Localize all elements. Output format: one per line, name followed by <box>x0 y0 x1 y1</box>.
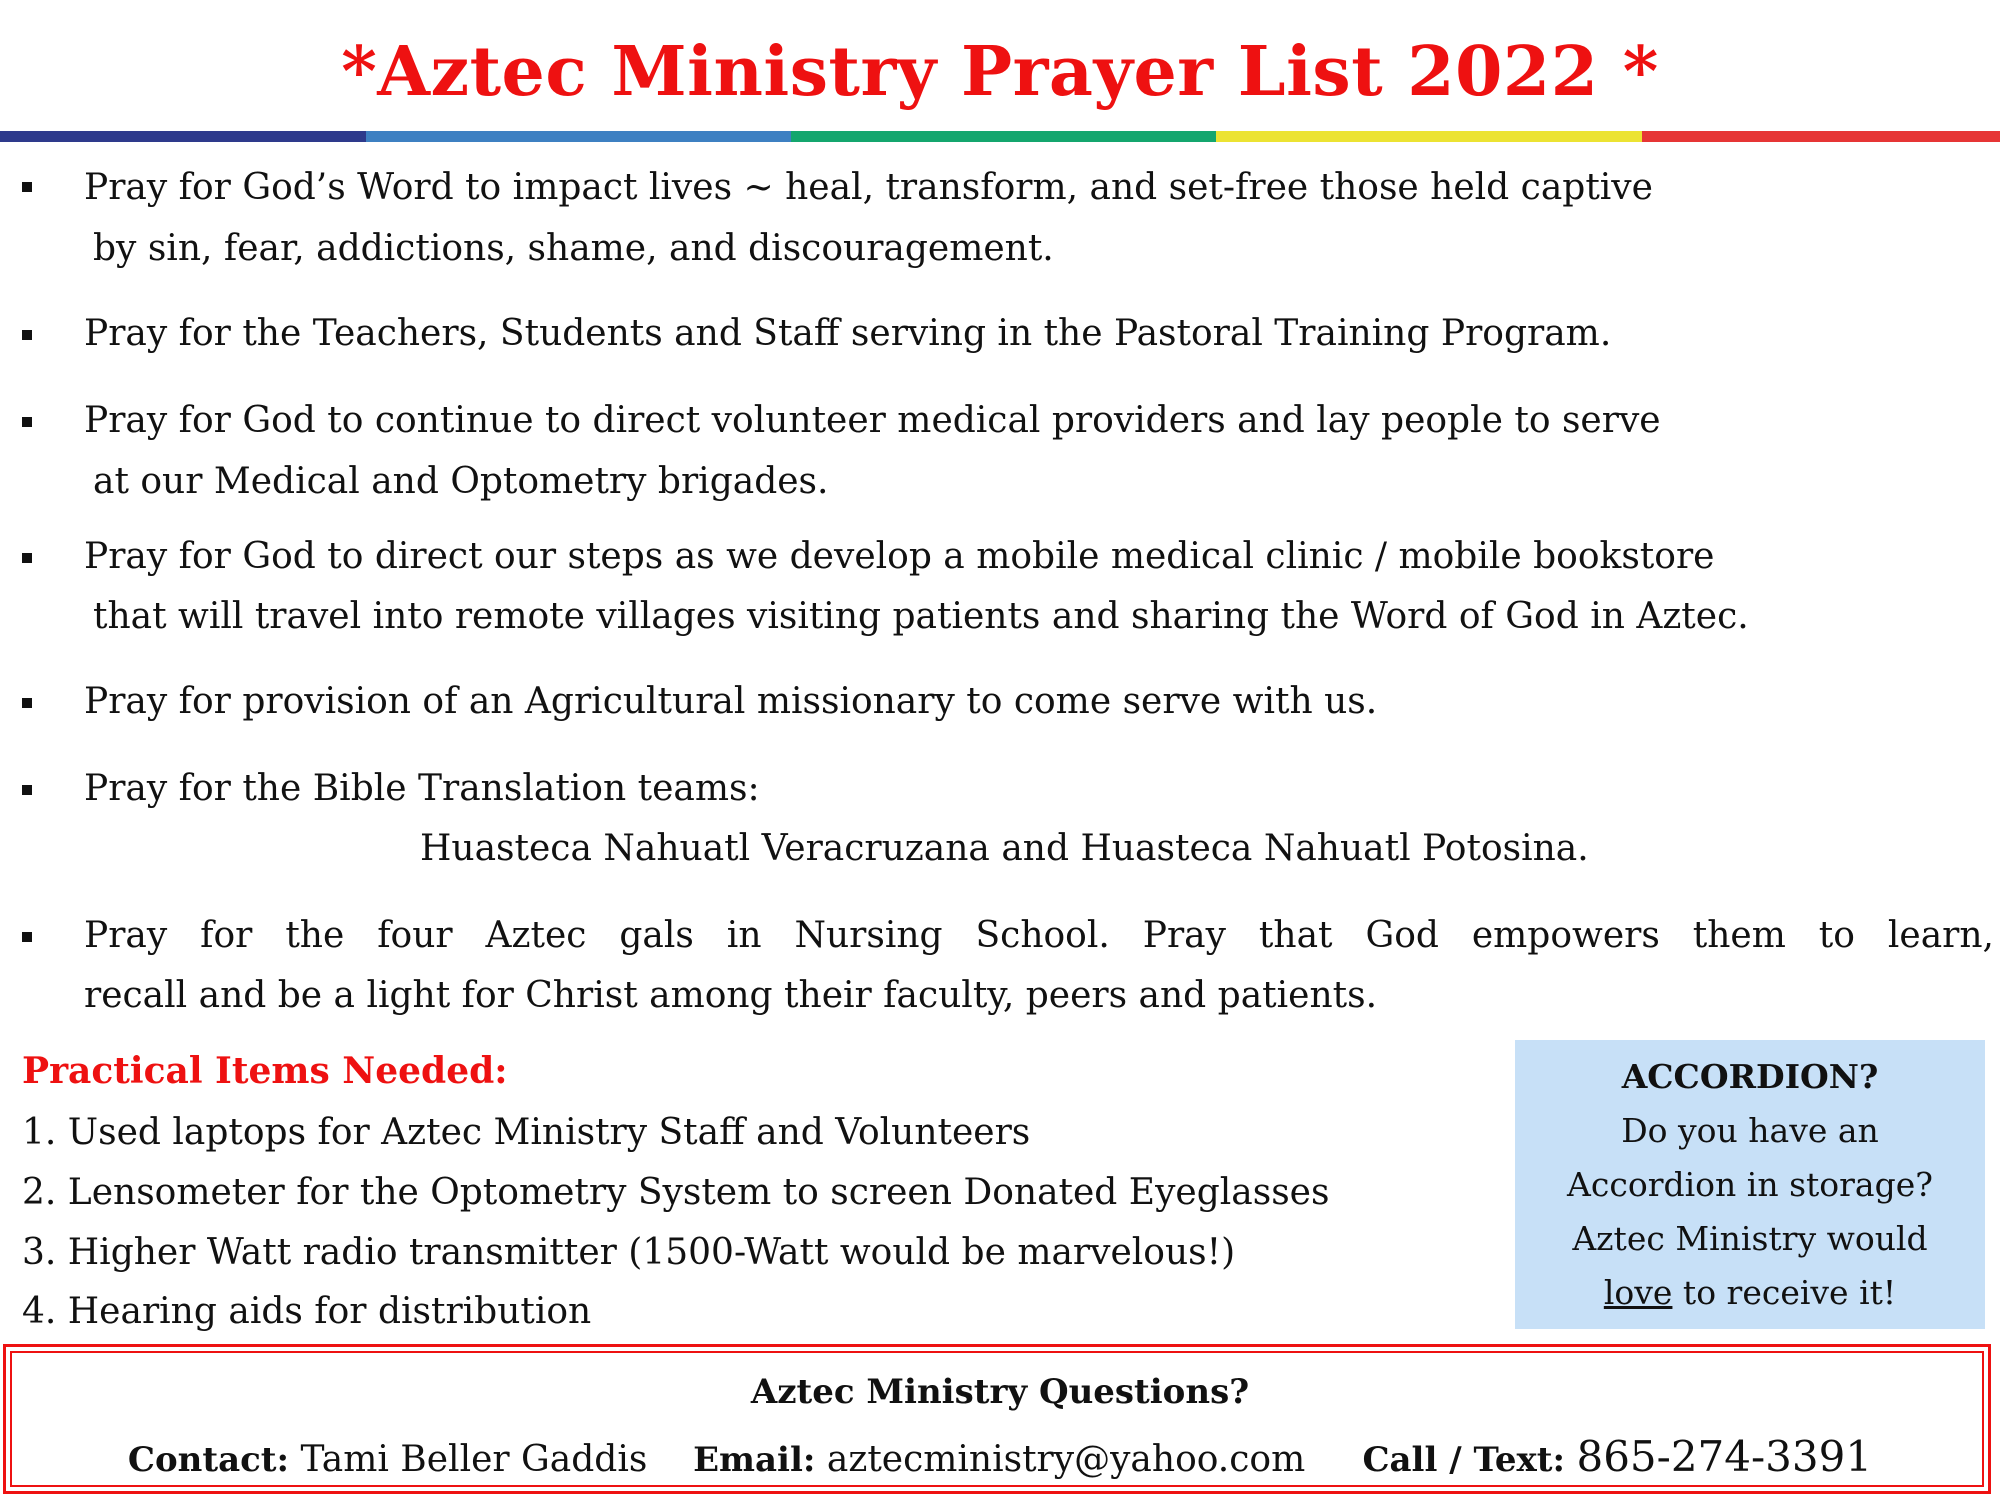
bullet-icon <box>22 182 32 192</box>
phone-number[interactable]: 865-274-3391 <box>1576 1432 1873 1481</box>
prayer-item-5: Pray for provision of an Agricultural missionary to come serve with us. <box>84 681 1378 722</box>
stripe-segment-yellow <box>1216 131 1642 142</box>
prayer-item-7-line-1: Pray for the four Aztec gals in Nursing School. Pray that God empowers them to learn, <box>84 915 1994 956</box>
bullet-icon <box>22 698 32 708</box>
prayer-item-7-line-2: recall and be a light for Christ among their faculty, peers and patients. <box>84 975 1378 1016</box>
bullet-icon <box>22 330 32 340</box>
prayer-item-2: Pray for the Teachers, Students and Staff serving in the Pastoral Training Program. <box>84 313 1612 354</box>
love-underlined: love <box>1603 1273 1673 1312</box>
prayer-item-3-line-1: Pray for God to continue to direct volunteer medical providers and lay people to serve <box>84 400 1661 441</box>
prayer-item-4-line-2: that will travel into remote villages visiting patients and sharing the Word of God in Aztec. <box>93 596 1749 637</box>
prayer-item-1-line-2: by sin, fear, addictions, shame, and discouragement. <box>93 228 1054 269</box>
prayer-item-3-line-2: at our Medical and Optometry brigades. <box>93 461 829 502</box>
stripe-segment-green <box>791 131 1216 142</box>
accordion-line-2: Accordion in storage? <box>1567 1165 1933 1204</box>
stripe-segment-red <box>1642 131 2000 142</box>
prayer-item-6-line-1: Pray for the Bible Translation teams: <box>84 768 760 809</box>
contact-name: Tami Beller Gaddis <box>300 1439 648 1480</box>
bullet-icon <box>22 932 32 942</box>
practical-item: 1. Used laptops for Aztec Ministry Staff and Volunteers <box>22 1112 1031 1153</box>
call-text-label: Call / Text: <box>1362 1440 1566 1480</box>
practical-item: 3. Higher Watt radio transmitter (1500-Watt would be marvelous!) <box>22 1232 1236 1273</box>
accordion-callout <box>1515 1040 1985 1329</box>
prayer-item-4-line-1: Pray for God to direct our steps as we develop a mobile medical clinic / mobile bookstore <box>84 536 1715 577</box>
bullet-icon <box>22 417 32 427</box>
practical-items-heading: Practical Items Needed: <box>22 1050 508 1092</box>
practical-item: 2. Lensometer for the Optometry System to screen Donated Eyeglasses <box>22 1172 1330 1213</box>
accordion-line-4-rest: to receive it! <box>1672 1273 1897 1312</box>
email-label: Email: <box>693 1440 816 1480</box>
accordion-line-4 <box>1515 1266 1985 1320</box>
page-title: *Aztec Ministry Prayer List 2022 * <box>341 32 1659 112</box>
prayer-item-6-line-2: Huasteca Nahuatl Veracruzana and Huasteca Nahuatl Potosina. <box>420 828 1589 869</box>
contact-label: Contact: <box>127 1440 290 1480</box>
contact-line <box>0 1432 2000 1481</box>
accordion-heading: ACCORDION? <box>1621 1057 1879 1096</box>
stripe-segment-navy <box>0 131 366 142</box>
accordion-line-3: Aztec Ministry would <box>1572 1219 1928 1258</box>
practical-item: 4. Hearing aids for distribution <box>22 1291 592 1332</box>
contact-title: Aztec Ministry Questions? <box>750 1372 1250 1412</box>
color-stripe-divider <box>0 131 2000 142</box>
email-link[interactable]: aztecministry@yahoo.com <box>826 1439 1306 1480</box>
prayer-item-1-line-1: Pray for God’s Word to impact lives ~ heal, transform, and set-free those held captive <box>84 167 1653 208</box>
stripe-segment-blue <box>366 131 791 142</box>
bullet-icon <box>22 785 32 795</box>
accordion-line-1: Do you have an <box>1621 1111 1879 1150</box>
bullet-icon <box>22 553 32 563</box>
